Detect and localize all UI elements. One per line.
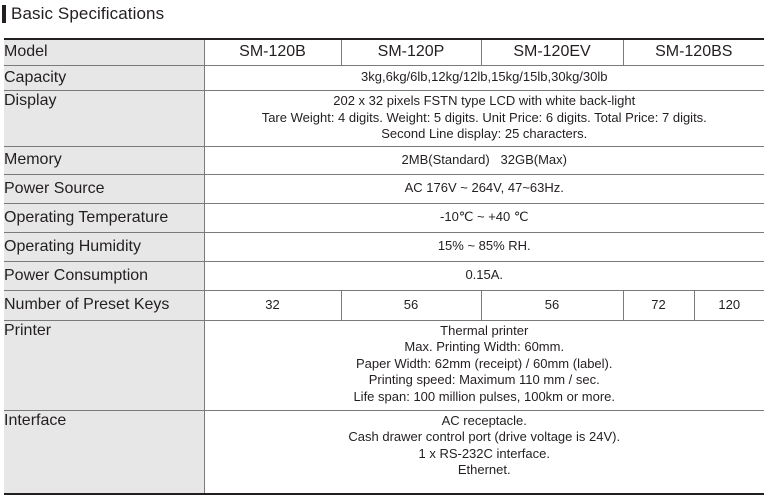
printer-line: Paper Width: 62mm (receipt) / 60mm (label). xyxy=(356,355,613,371)
table-row-operating-humidity xyxy=(4,232,764,261)
preset-keys-value: 120 xyxy=(694,290,764,320)
memory-value: 2MB(Standard) 32GB(Max) xyxy=(204,146,764,174)
model-name: SM-120EV xyxy=(481,39,623,65)
page-title: Basic Specifications xyxy=(11,4,165,23)
table-row-capacity xyxy=(4,65,764,90)
row-label-memory: Memory xyxy=(4,146,204,174)
display-line: Tare Weight: 4 digits. Weight: 5 digits. Unit Price: 6 digits. Total Price: 7 digits. xyxy=(261,109,707,125)
row-label-model: Model xyxy=(4,39,204,65)
table-row-preset-keys xyxy=(4,290,764,320)
table-row-power-source xyxy=(4,174,764,203)
display-line: 202 x 32 pixels FSTN type LCD with white back-light xyxy=(333,93,636,109)
interface-line: AC receptacle. xyxy=(441,412,527,428)
table-row-power-consumption xyxy=(4,261,764,290)
row-label-power-consumption: Power Consumption xyxy=(4,261,204,290)
preset-keys-value: 72 xyxy=(623,290,694,320)
table-row-display xyxy=(4,90,764,146)
row-label-operating-humidity: Operating Humidity xyxy=(4,232,204,261)
table-row-operating-temperature xyxy=(4,203,764,232)
interface-value xyxy=(204,410,764,494)
preset-keys-value: 32 xyxy=(204,290,341,320)
heading-marker xyxy=(2,5,6,23)
printer-line: Thermal printer xyxy=(440,322,529,338)
table-row-printer xyxy=(4,320,764,410)
row-label-operating-temperature: Operating Temperature xyxy=(4,203,204,232)
row-label-display: Display xyxy=(4,90,204,146)
table-row-model xyxy=(4,39,764,65)
section-heading xyxy=(2,4,164,24)
preset-keys-value: 56 xyxy=(481,290,623,320)
display-value xyxy=(204,90,764,146)
row-label-power-source: Power Source xyxy=(4,174,204,203)
row-label-printer: Printer xyxy=(4,320,204,410)
operating-temperature-value: -10℃ ~ +40 ℃ xyxy=(204,203,764,232)
row-label-capacity: Capacity xyxy=(4,65,204,90)
model-name: SM-120P xyxy=(341,39,481,65)
preset-keys-value: 56 xyxy=(341,290,481,320)
printer-line: Life span: 100 million pulses, 100km or more. xyxy=(353,388,616,404)
power-source-value: AC 176V ~ 264V, 47~63Hz. xyxy=(204,174,764,203)
interface-line: 1 x RS-232C interface. xyxy=(418,445,550,461)
spec-table xyxy=(4,38,764,495)
interface-line: Ethernet. xyxy=(457,462,511,477)
capacity-value: 3kg,6kg/6lb,12kg/12lb,15kg/15lb,30kg/30lb xyxy=(204,65,764,90)
display-line: Second Line display: 25 characters. xyxy=(381,126,588,142)
interface-line: Cash drawer control port (drive voltage is 24V). xyxy=(348,429,621,444)
printer-line: Max. Printing Width: 60mm. xyxy=(404,339,565,354)
model-name: SM-120B xyxy=(204,39,341,65)
operating-humidity-value: 15% ~ 85% RH. xyxy=(204,232,764,261)
printer-line: Printing speed: Maximum 110 mm / sec. xyxy=(368,372,600,387)
table-row-memory xyxy=(4,146,764,174)
row-label-interface: Interface xyxy=(4,410,204,494)
row-label-preset-keys: Number of Preset Keys xyxy=(4,290,204,320)
model-name: SM-120BS xyxy=(623,39,764,65)
printer-value xyxy=(204,320,764,410)
table-row-interface xyxy=(4,410,764,494)
power-consumption-value: 0.15A. xyxy=(204,261,764,290)
